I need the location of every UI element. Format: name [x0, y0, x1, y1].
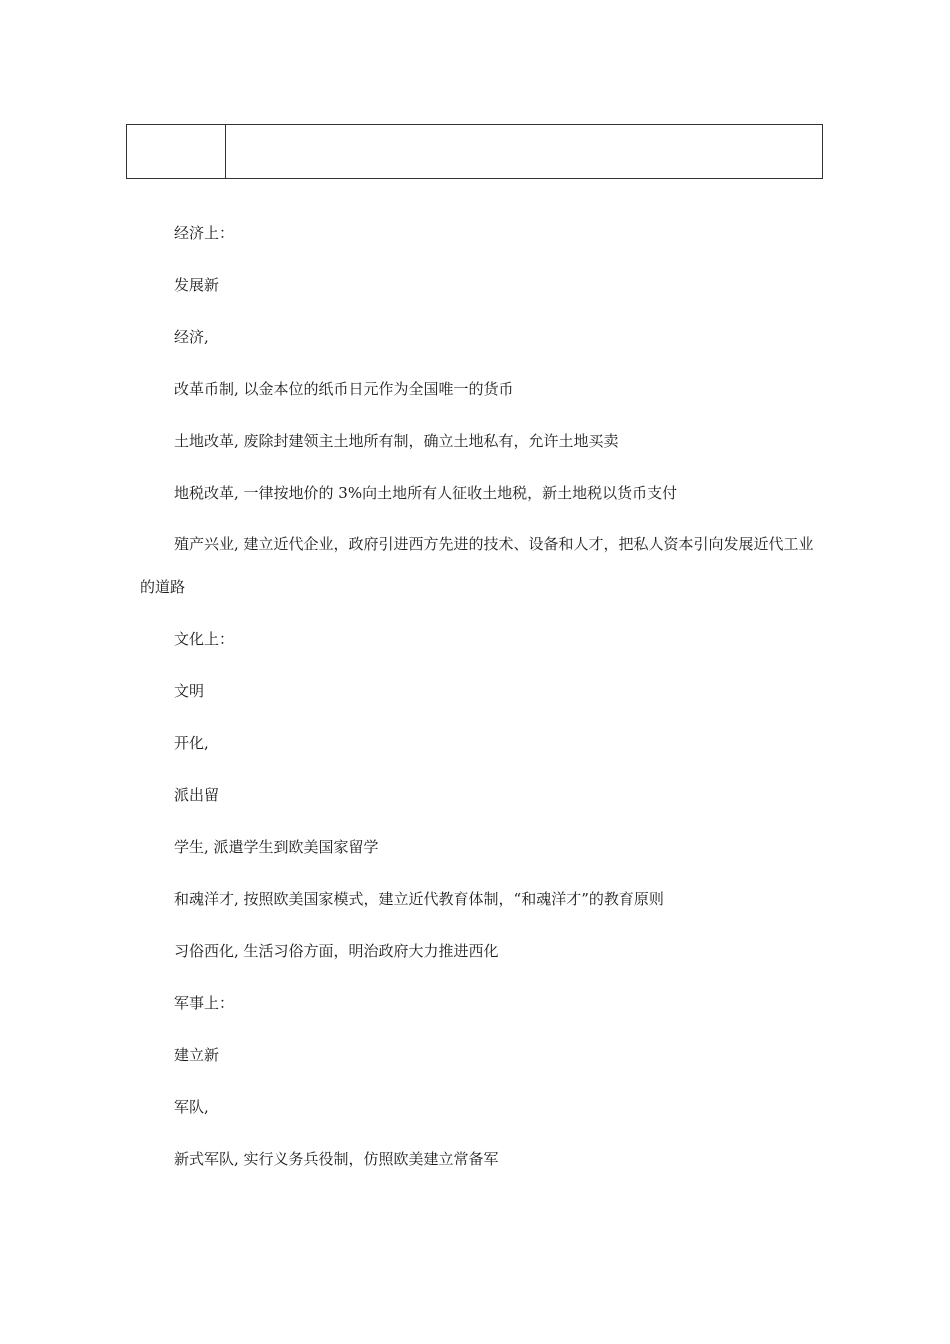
paragraph: 军队, [174, 1098, 209, 1116]
header-table-cell-right [226, 125, 822, 178]
header-table-cell-left [127, 125, 226, 178]
document-body [140, 222, 820, 1200]
paragraph: 建立新 [174, 1046, 220, 1064]
paragraph: 殖产兴业, 建立近代企业，政府引进西方先进的技术、设备和人才，把私人资本引向发展近代工业的道路 [140, 535, 814, 596]
header-table [126, 124, 823, 179]
paragraph: 发展新 [174, 276, 220, 294]
paragraph: 土地改革, 废除封建领主土地所有制，确立土地私有，允许土地买卖 [174, 432, 619, 450]
paragraph: 开化, [174, 734, 209, 752]
paragraph: 文明 [174, 682, 205, 700]
paragraph: 和魂洋才, 按照欧美国家模式，建立近代教育体制，“和魂洋才”的教育原则 [174, 890, 664, 908]
paragraph: 派出留 [174, 786, 220, 804]
paragraph-economy-heading: 经济上： [174, 224, 235, 242]
paragraph: 地税改革, 一律按地价的 3%向土地所有人征收土地税，新土地税以货币支付 [174, 484, 678, 502]
paragraph-military-heading: 军事上： [174, 994, 235, 1012]
paragraph: 新式军队, 实行义务兵役制，仿照欧美建立常备军 [174, 1150, 499, 1168]
paragraph: 改革币制, 以金本位的纸币日元作为全国唯一的货币 [174, 380, 514, 398]
paragraph-culture-heading: 文化上： [174, 630, 235, 648]
paragraph: 经济, [174, 328, 209, 346]
paragraph: 学生, 派遣学生到欧美国家留学 [174, 838, 379, 856]
paragraph: 习俗西化, 生活习俗方面，明治政府大力推进西化 [174, 942, 499, 960]
